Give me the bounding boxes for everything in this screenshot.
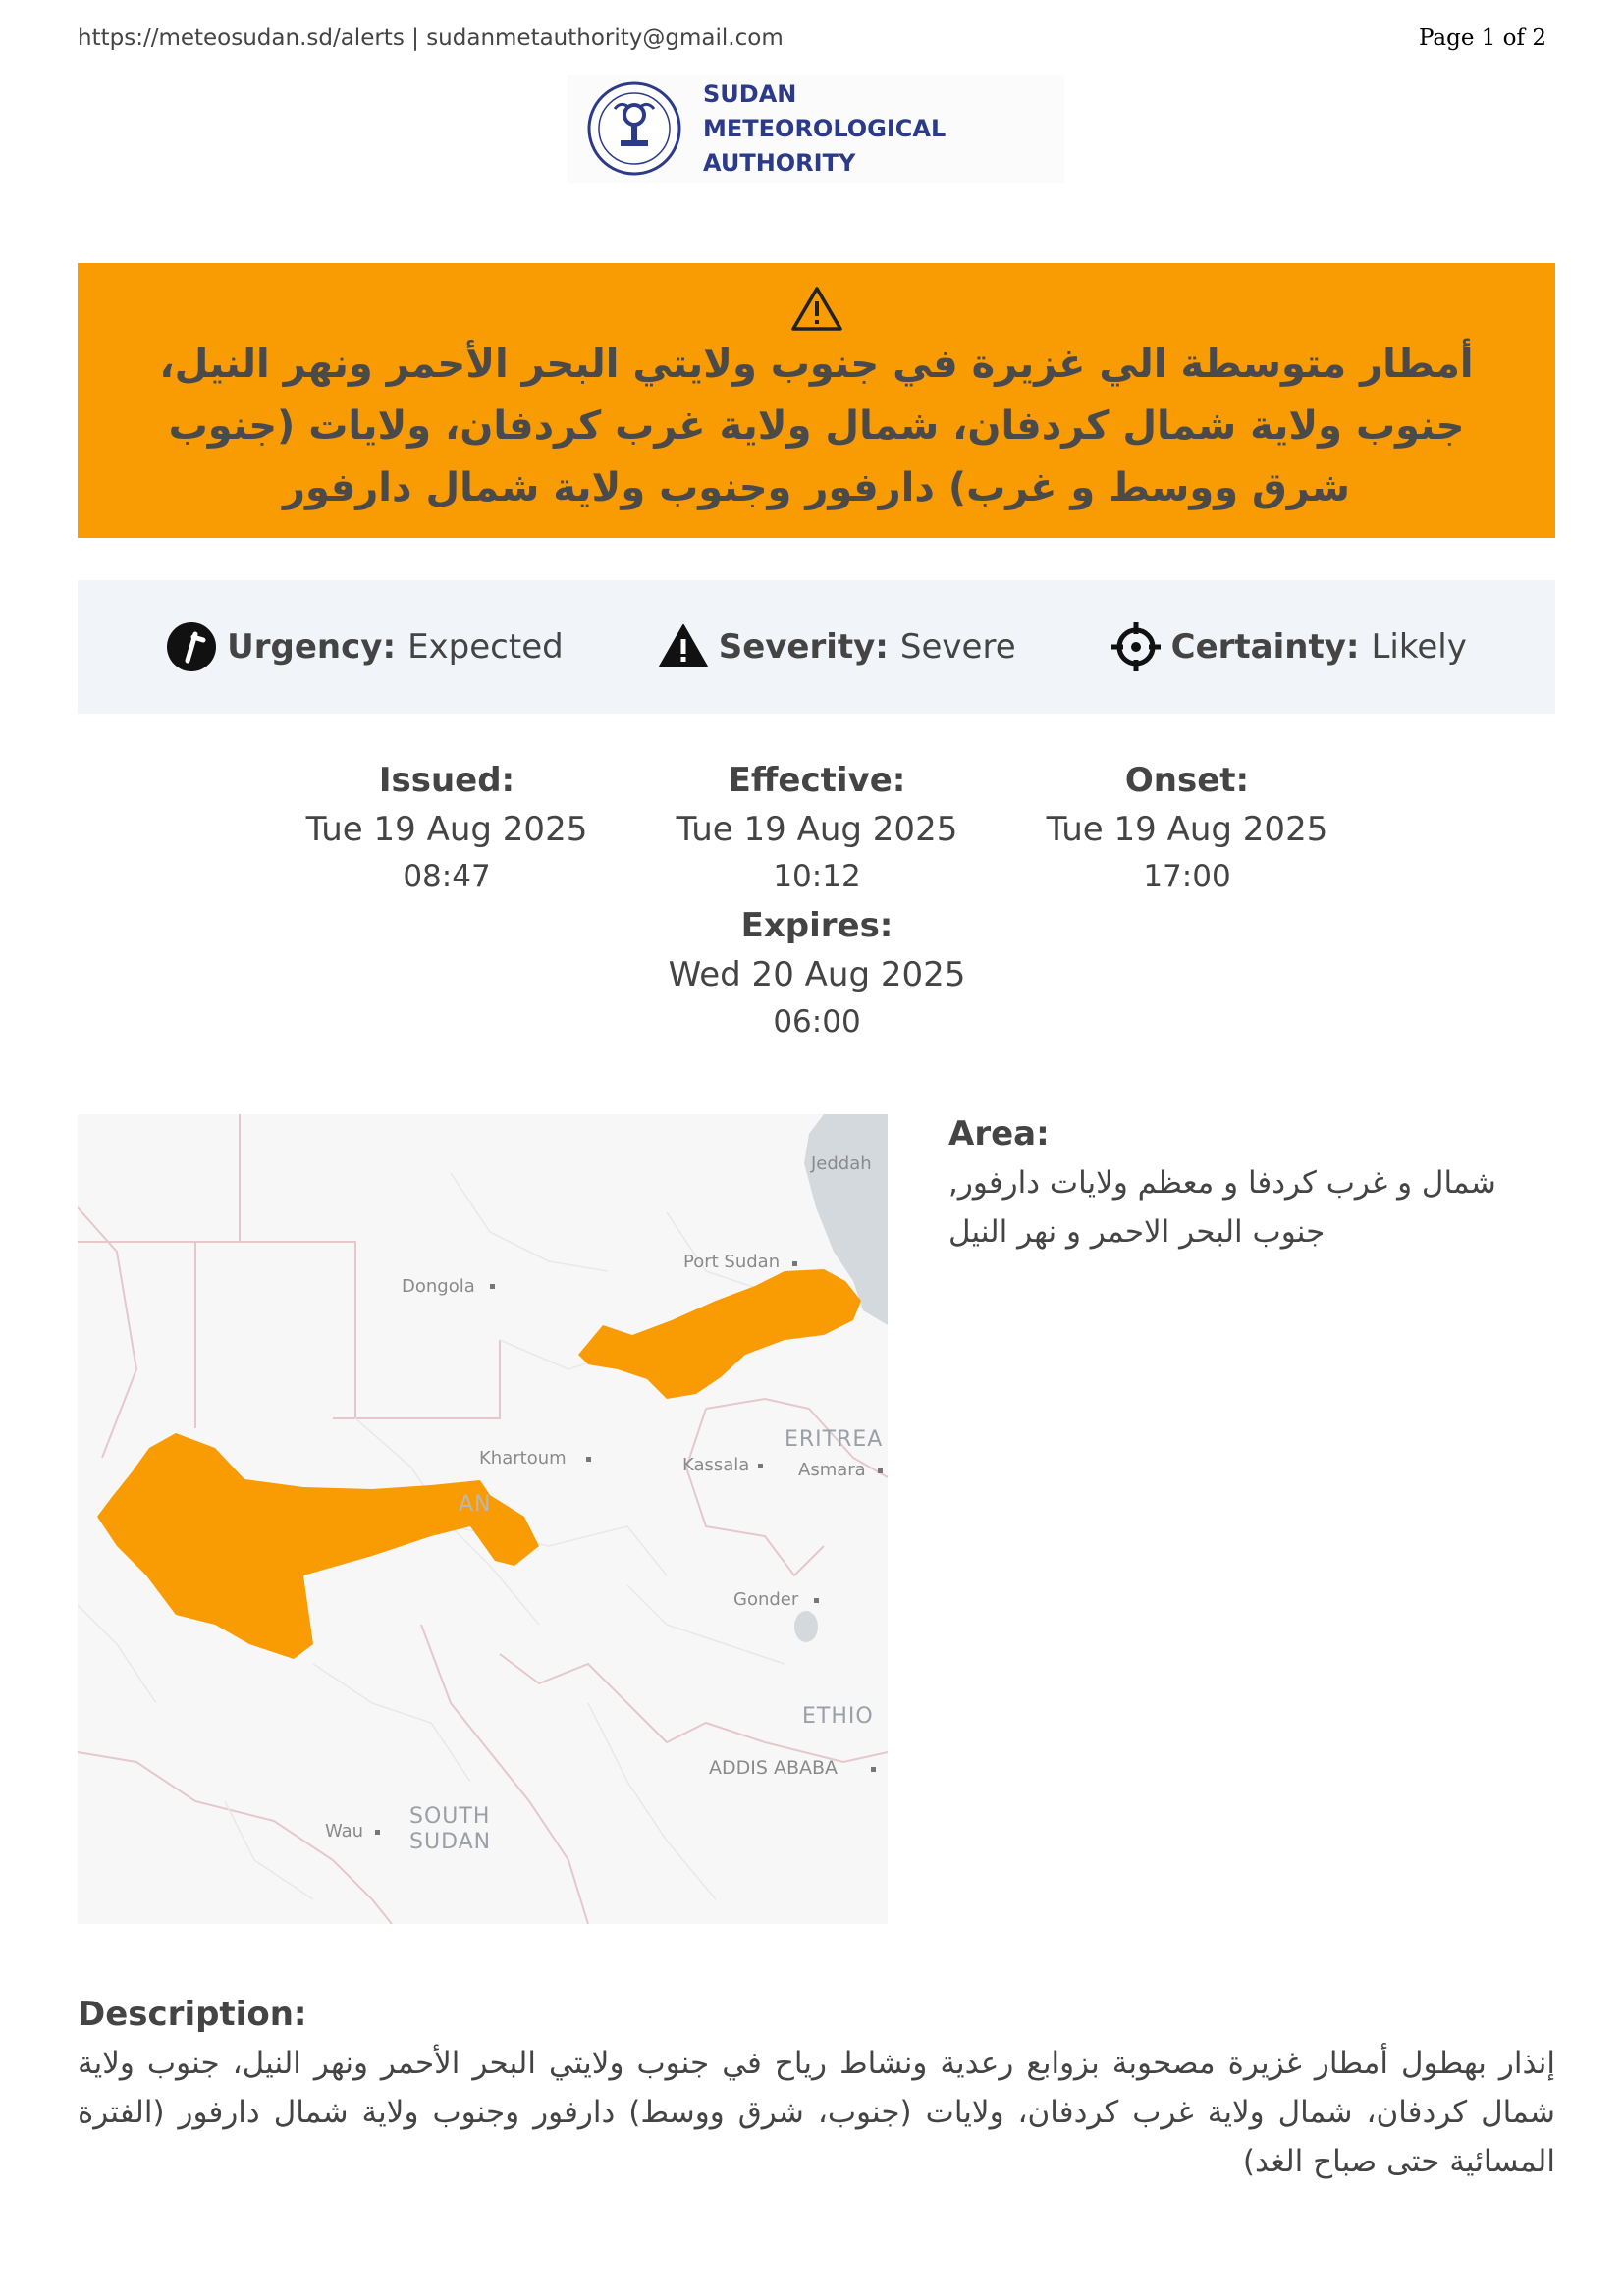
map-label-wau: Wau <box>325 1821 364 1842</box>
map-label-port-sudan: Port Sudan <box>683 1252 781 1272</box>
description-block <box>78 1990 1555 2186</box>
certainty-item <box>1110 621 1467 672</box>
map-label-khartoum: Khartoum <box>479 1448 567 1468</box>
map-label-jeddah: Jeddah <box>811 1153 872 1174</box>
header-source <box>78 26 784 51</box>
severity-value: Severe <box>899 627 1016 667</box>
area-block <box>948 1109 1557 1256</box>
certainty-value: Likely <box>1371 627 1467 667</box>
source-url-link[interactable]: https://meteosudan.sd/alerts <box>78 26 405 51</box>
authority-logo <box>568 75 1064 183</box>
alert-title: أمطار متوسطة الي غزيرة في جنوب ولايتي البحر الأحمر ونهر النيل، جنوب ولاية شمال كردفان، شمال ولاية غرب كردفان، ولايات (جنوب شرق ووسط و غرب) دارفور وجنوب ولاية شمال دارفور <box>159 342 1474 510</box>
logo-text <box>703 78 946 181</box>
area-label: Area: <box>948 1114 1050 1153</box>
expires-block <box>630 901 1003 1044</box>
map-label-south-sudan-1: SOUTH <box>409 1804 491 1829</box>
issued-label: Issued: <box>378 761 515 800</box>
expires-time: 06:00 <box>773 1004 861 1040</box>
warning-icon <box>658 621 709 672</box>
map-label-asmara: Asmara <box>798 1460 866 1480</box>
urgency-label: Urgency: <box>227 627 397 667</box>
email-link[interactable]: sudanmetauthority@gmail.com <box>426 26 784 51</box>
issued-block <box>260 756 633 899</box>
expires-label: Expires: <box>740 906 893 945</box>
warning-triangle-icon <box>790 285 843 332</box>
map-label-south-sudan-2: SUDAN <box>409 1830 492 1854</box>
page-number: Page 1 of 2 <box>1418 26 1546 51</box>
issued-date: Tue 19 Aug 2025 <box>305 810 588 849</box>
map-label-dongola: Dongola <box>402 1276 475 1297</box>
clock-icon <box>166 621 217 672</box>
alert-banner <box>78 263 1555 538</box>
alert-attributes <box>78 580 1555 714</box>
area-value: شمال و غرب كردفا و معظم ولايات دارفور, جنوب البحر الاحمر و نهر النيل <box>948 1165 1496 1250</box>
logo-line-3: AUTHORITY <box>703 148 856 177</box>
severity-item <box>658 621 1016 672</box>
lake-tana <box>794 1611 818 1642</box>
map-svg <box>78 1114 888 1924</box>
map-label-sudan-partial: AN <box>459 1492 492 1517</box>
sma-emblem-icon <box>585 80 683 178</box>
effective-block <box>630 756 1003 899</box>
map-label-gonder: Gonder <box>733 1589 799 1610</box>
header-separator: | <box>404 26 427 51</box>
alert-area-map[interactable] <box>78 1114 888 1924</box>
effective-time: 10:12 <box>773 859 861 894</box>
onset-label: Onset: <box>1124 761 1250 800</box>
map-label-kassala: Kassala <box>682 1455 750 1475</box>
description-label: Description: <box>78 1995 307 2034</box>
logo-line-1: SUDAN <box>703 80 797 108</box>
description-value: إنذار بهطول أمطار غزيرة مصحوبة بزوابع رعدية ونشاط رياح في جنوب ولايتي البحر الأحمر ونهر النيل، جنوب ولاية شمال كردفان، شمال ولاية غرب كردفان، ولايات (جنوب، شرق ووسط) دارفور وجنوب ولاية شمال دارفور (الفترة المسائية حتى صباح الغد) <box>78 2046 1555 2179</box>
logo-line-2: METEOROLOGICAL <box>703 114 947 142</box>
effective-label: Effective: <box>728 761 906 800</box>
certainty-label: Certainty: <box>1170 627 1360 667</box>
urgency-value: Expected <box>407 627 564 667</box>
map-label-eritrea: ERITREA <box>785 1427 884 1452</box>
issued-time: 08:47 <box>403 859 491 894</box>
onset-block <box>1001 756 1374 899</box>
crosshair-icon <box>1110 621 1162 672</box>
urgency-item <box>166 621 564 672</box>
onset-time: 17:00 <box>1143 859 1231 894</box>
effective-date: Tue 19 Aug 2025 <box>676 810 958 849</box>
map-label-ethiopia: ETHIO <box>802 1704 874 1729</box>
severity-label: Severity: <box>718 627 889 667</box>
expires-date: Wed 20 Aug 2025 <box>668 955 966 994</box>
map-label-addis: ADDIS ABABA <box>709 1757 839 1779</box>
onset-date: Tue 19 Aug 2025 <box>1046 810 1328 849</box>
